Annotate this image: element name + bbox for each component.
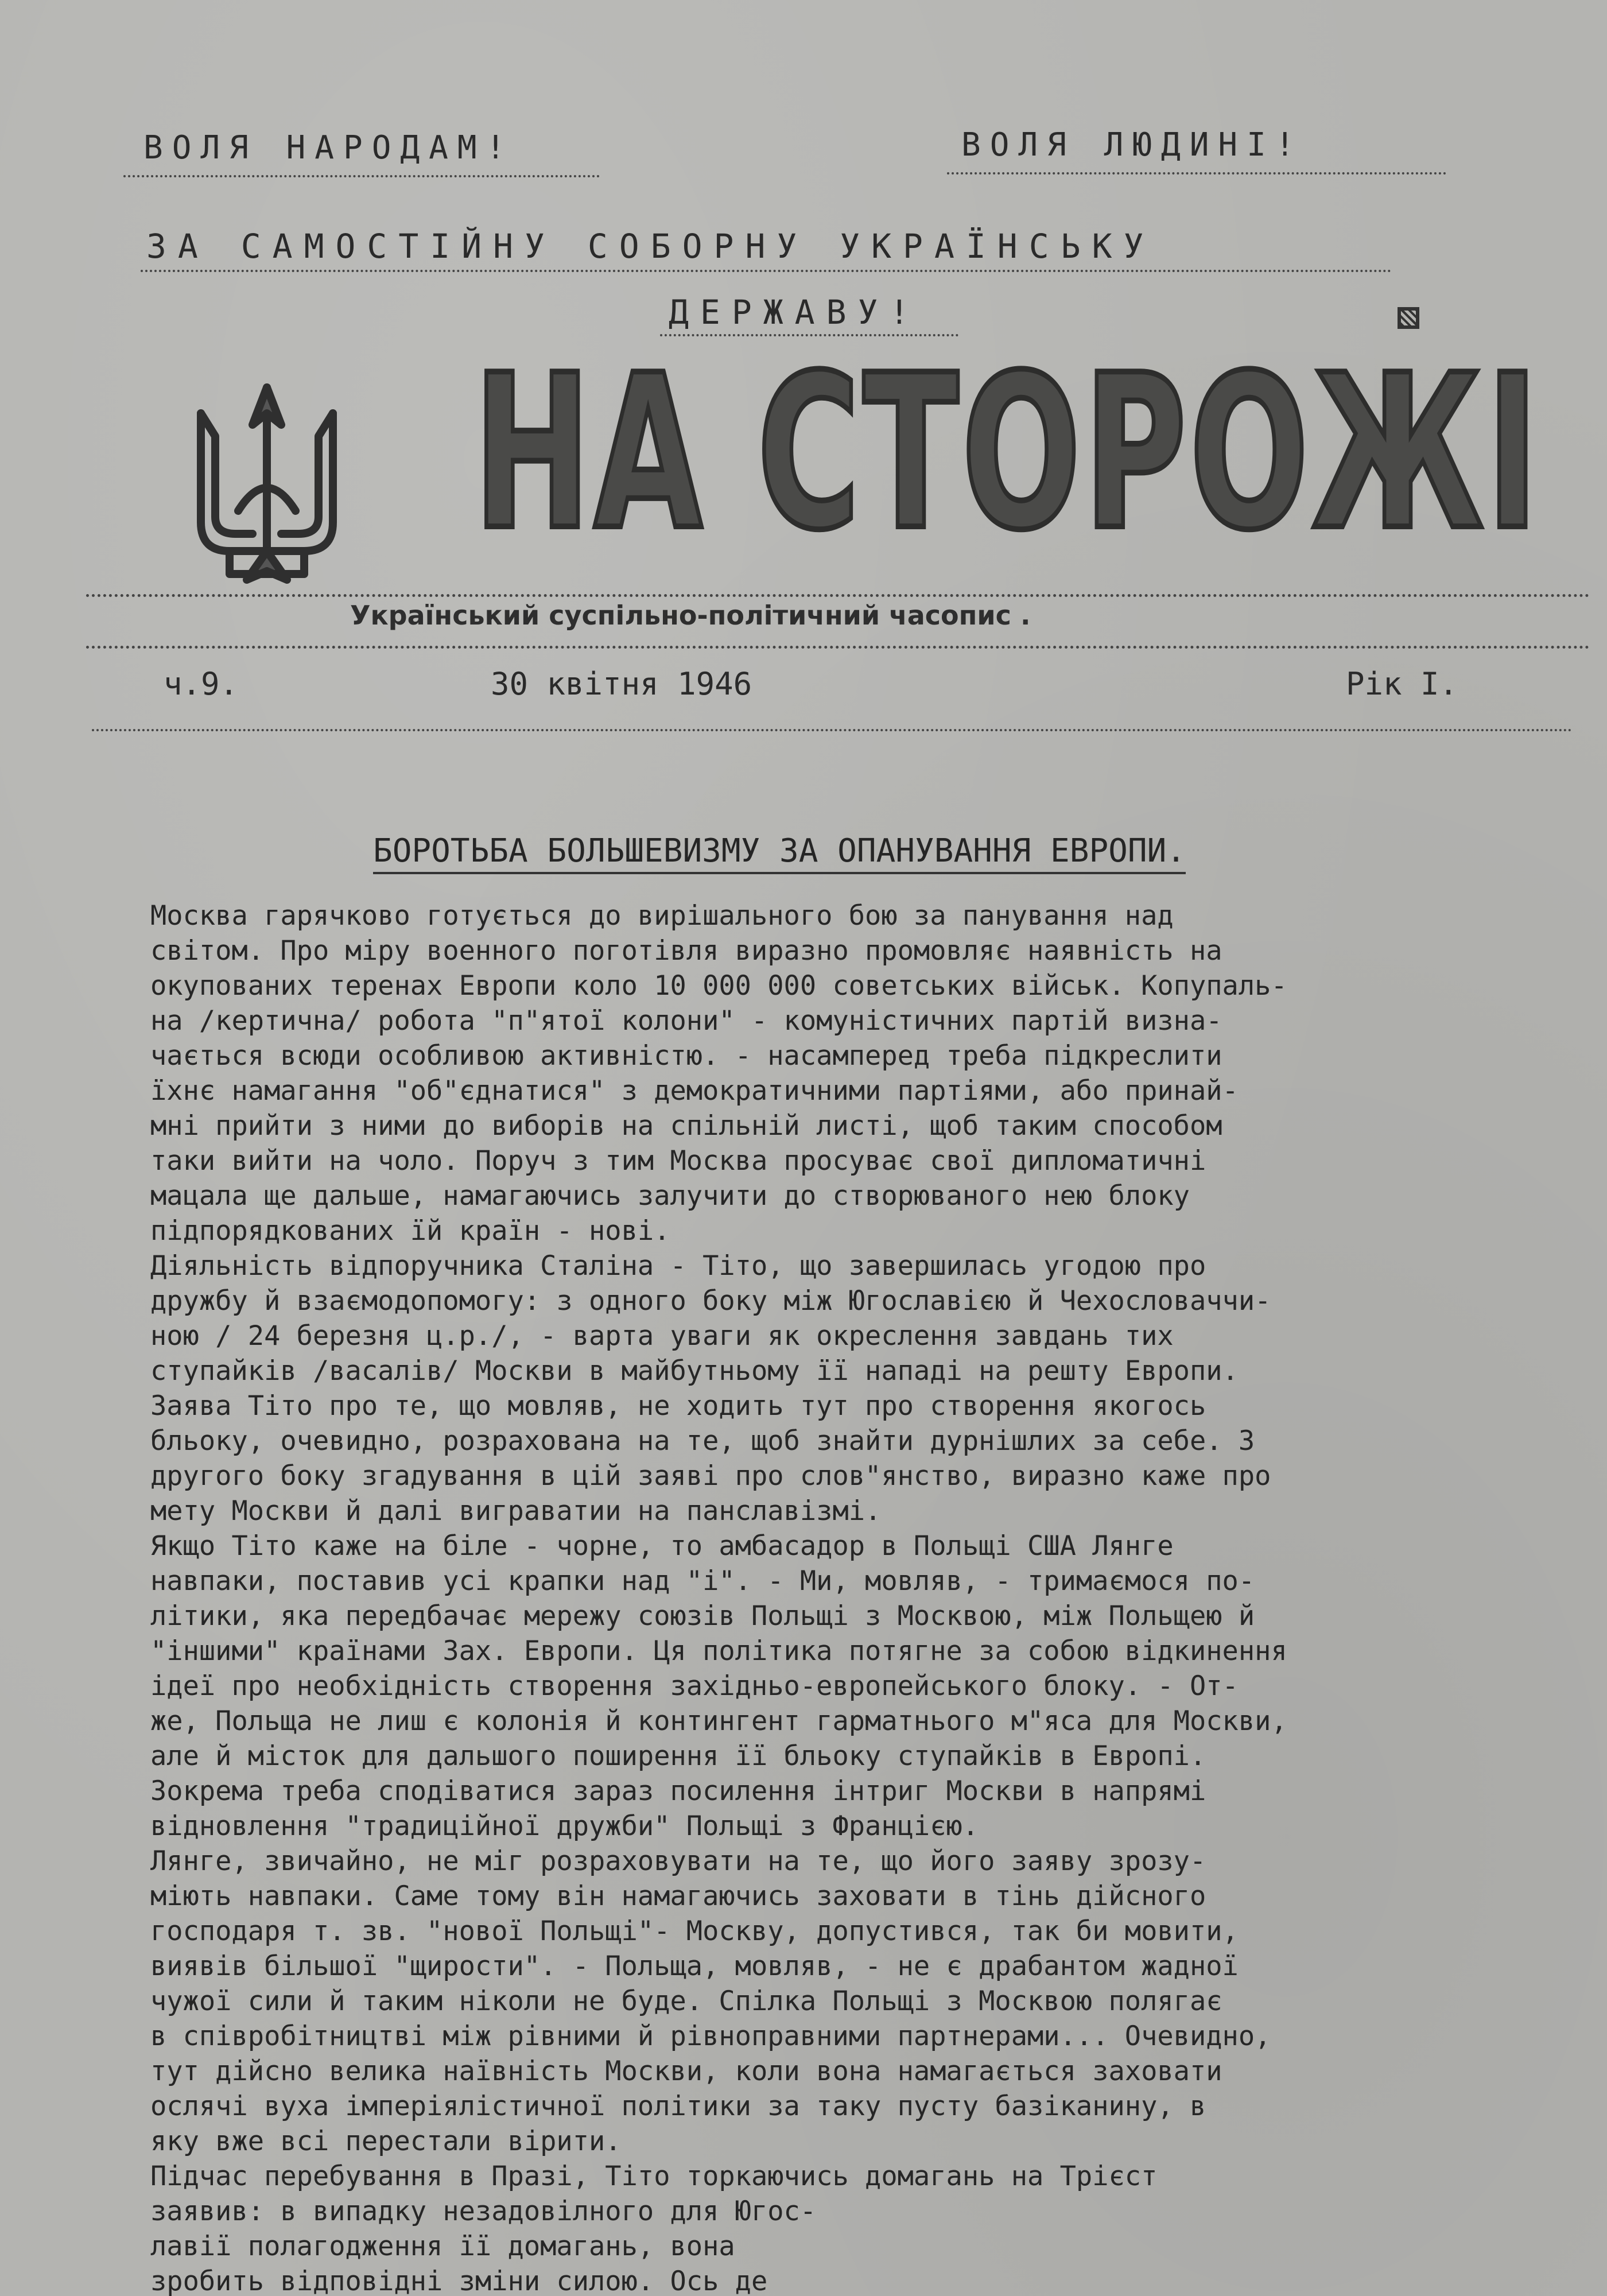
article-line: мету Москви й далі виграватии на панславізмі. [150, 1495, 882, 1527]
slogan-main-underline [141, 270, 1392, 272]
article-line: же, Польща не лиш є колонія й контингент гарматнього м"яса для Москви, [150, 1705, 1287, 1737]
meta-rule [92, 729, 1573, 731]
masthead-title: НА СТОРОЖІ [473, 330, 1542, 577]
article-line: Якщо Тіто каже на біле - чорне, то амбасадор в Польщі США Лянге [150, 1530, 1174, 1562]
issue-number: ч.9. [164, 666, 239, 702]
article-line: їхнє намагання "об"єднатися" з демократичними партіями, або принай- [150, 1075, 1239, 1107]
slogan-for-independent-state: ЗА САМОСТІЙНУ СОБОРНУ УКРАЇНСЬКУ [146, 227, 1155, 266]
slogan-state-word: ДЕРЖАВУ! [669, 293, 921, 332]
article-line: лавії полагодження її домагань, вона [150, 2231, 735, 2262]
slogan-underline-left [123, 175, 600, 177]
article-line: підпорядкованих їй країн - нові. [150, 1215, 670, 1247]
article-line: міють навпаки. Саме тому він намагаючись заховати в тінь дійсного [150, 1880, 1206, 1912]
article-line: виявів більшої "щирости". - Польща, мовляв, - не є драбантом жадної [150, 1950, 1239, 1982]
masthead-rule-top [86, 594, 1590, 597]
masthead-subtitle: Український суспільно-політичний часопис . [350, 600, 1031, 631]
corner-stamp-icon [1398, 307, 1419, 329]
article-line: Заява Тіто про те, що мовляв, не ходить тут про створення якогось [150, 1390, 1206, 1422]
article-line: заявив: в випадку незадовілного для Югос- [150, 2196, 817, 2227]
article-line: Лянге, звичайно, не міг розраховувати на те, що його заяву зрозу- [150, 1845, 1206, 1877]
article-line: Москва гарячково готується до вирішального бою за панування над [150, 900, 1174, 932]
article-line: "іншими" країнами Зах. Европи. Ця політика потягне за собою відкинення [150, 1635, 1287, 1667]
masthead-rule-bottom [86, 646, 1590, 649]
article-line: мацала ще дальше, намагаючись залучити до створюваного нею блоку [150, 1180, 1190, 1212]
article-line: ідеї про необхідність створення західньо-европейського блоку. - От- [150, 1670, 1239, 1702]
article-line: господаря т. зв. "нової Польщі"- Москву, допустився, так би мовити, [150, 1915, 1239, 1947]
article-line: окупованих теренах Европи коло 10 000 000 советських військ. Копупаль- [150, 970, 1287, 1002]
article-line: в співробітництві між рівними й рівноправними партнерами... Очевидно, [150, 2020, 1271, 2052]
article-line: яку вже всі перестали вірити. [150, 2126, 622, 2157]
article-line: ною / 24 березня ц.р./, - варта уваги як окреслення завдань тих [150, 1320, 1174, 1352]
issue-date: 30 квітня 1946 [491, 666, 752, 702]
article-line: навпаки, поставив усі крапки над "і". - Ми, мовляв, - тримаємося по- [150, 1565, 1255, 1597]
article-line: зробить відповідні зміни силою. Ось де [150, 2266, 768, 2296]
slogan-underline-right [947, 172, 1446, 174]
article-line: таки вийти на чоло. Поруч з тим Москва просуває свої дипломатичні [150, 1145, 1206, 1177]
article-title: БОРОТЬБА БОЛЬШЕВИЗМУ ЗА ОПАНУВАННЯ ЕВРОПИ. [373, 832, 1186, 874]
article-line: бльоку, очевидно, розрахована на те, щоб знайти дурнішлих за себе. З [150, 1425, 1255, 1457]
article-line: але й місток для дальшого поширення її бльоку ступайків в Европі. [150, 1740, 1206, 1772]
article-line: ступайків /васалів/ Москви в майбутньому її нападі на решту Европи. [150, 1355, 1239, 1387]
article-body [150, 898, 1528, 2296]
article-line: чужої сили й таким ніколи не буде. Спілка Польщі з Москвою полягає [150, 1985, 1222, 2017]
article-line: ослячі вуха імперіялістичної політики за таку пусту базіканину, в [150, 2091, 1206, 2122]
article-line: Зокрема треба сподіватися зараз посилення інтриг Москви в напрямі [150, 1775, 1206, 1807]
article-line: на /кертична/ робота "п"ятої колони" - комуністичних партій визна- [150, 1005, 1222, 1037]
issue-year: Рік І. [1346, 666, 1458, 702]
article-line: другого боку згадування в цій заяві про слов"янство, виразно каже про [150, 1460, 1271, 1492]
article-line: Підчас перебування в Празі, Тіто торкаючись домагань на Трієст [150, 2161, 1158, 2192]
trident-emblem-icon [184, 379, 350, 597]
slogan-freedom-to-nations: ВОЛЯ НАРОДАМ! [143, 129, 515, 166]
article-line: чається всюди особливою активністю. - насамперед треба підкреслити [150, 1040, 1222, 1072]
article-line: літики, яка передбачає мережу союзів Польщі з Москвою, між Польщею й [150, 1600, 1255, 1632]
article-line: Діяльність відпоручника Сталіна - Тіто, що завершилась угодою про [150, 1250, 1206, 1282]
article-line: мні прийти з ними до виборів на спільній листі, щоб таким способом [150, 1110, 1222, 1142]
slogan-freedom-to-man: ВОЛЯ ЛЮДИНІ! [961, 126, 1304, 164]
article-line: світом. Про міру военного поготівля виразно промовляє наявність на [150, 935, 1222, 967]
article-line: тут дійсно велика наївність Москви, коли вона намагається заховати [150, 2055, 1222, 2087]
article-line: дружбу й взаємодопомогу: з одного боку між Югославією й Чехословаччи- [150, 1285, 1271, 1317]
article-line: відновлення "традиційної дружби" Польщі з Францією. [150, 1810, 979, 1842]
